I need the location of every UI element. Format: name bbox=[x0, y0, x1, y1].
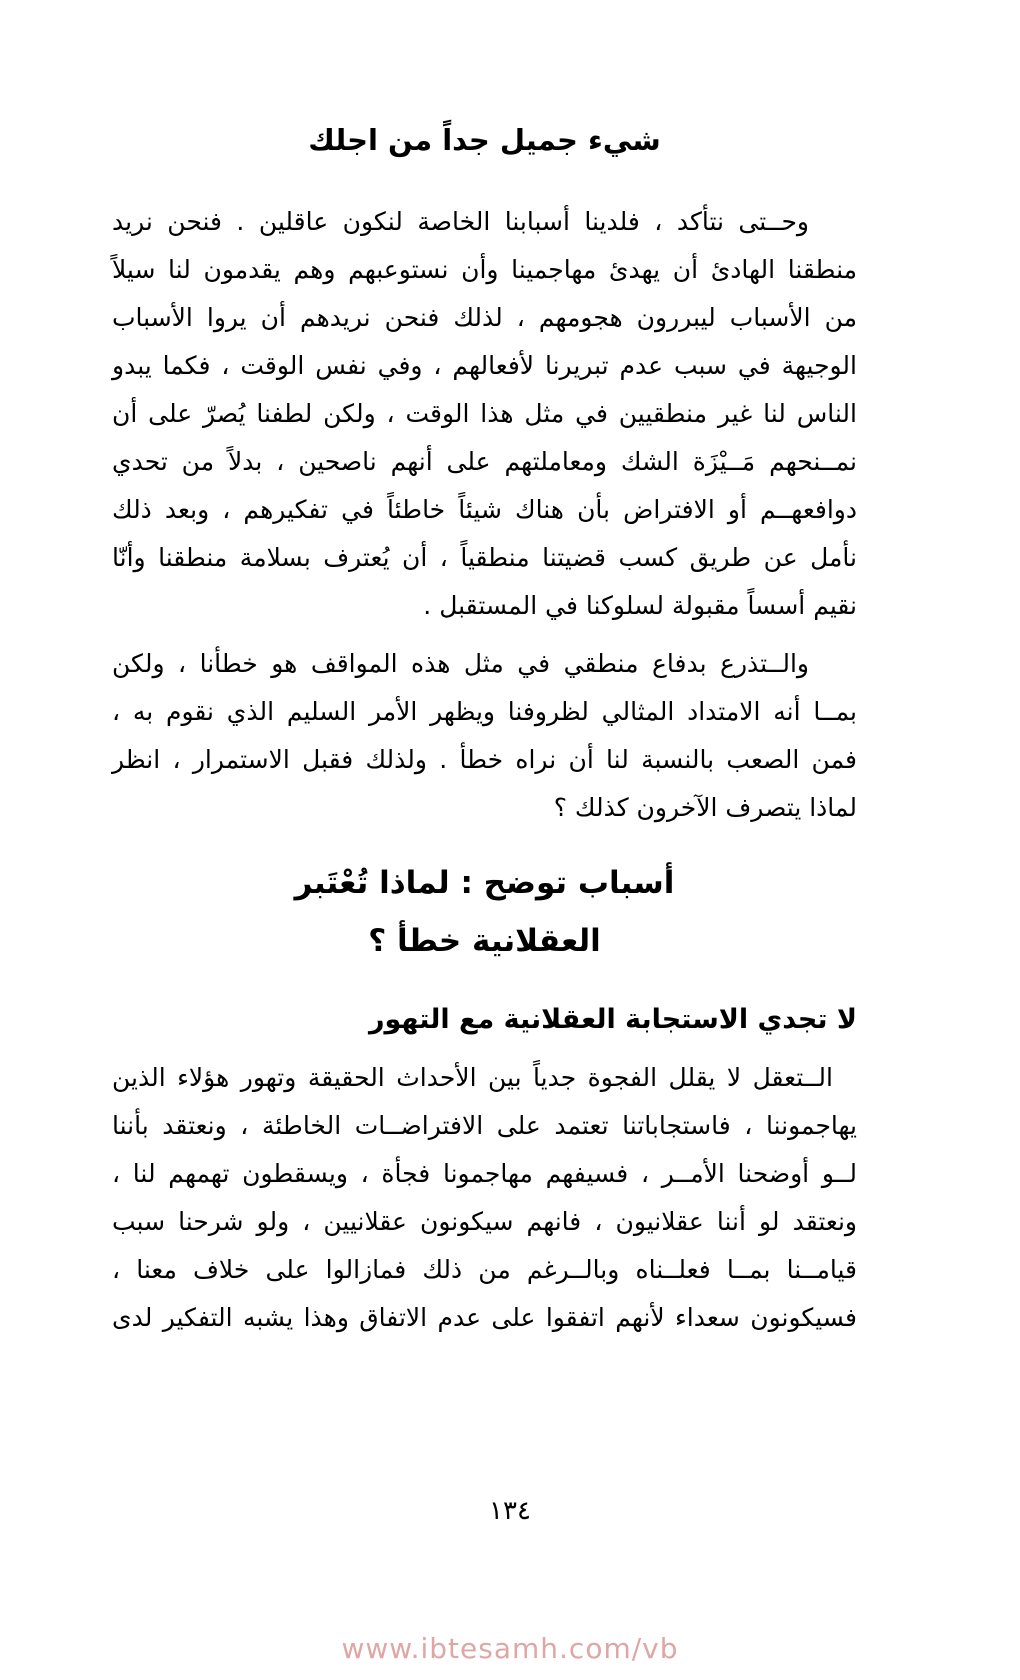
text-line: يهاجموننا ، فاستجاباتنا تعتمد على الافتراضــات الخاطئة ، ونعتقد بأننا bbox=[112, 1111, 857, 1140]
text-line: فسيكونون سعداء لأنهم اتفقوا على عدم الاتفاق وهذا يشبه التفكير لدى bbox=[112, 1303, 857, 1332]
section-heading bbox=[112, 854, 857, 970]
text-line: وحــتى نتأكد ، فلدينا أسبابنا الخاصة لنكون عاقلين . فنحن نريد bbox=[112, 207, 809, 236]
watermark-url: www.ibtesamh.com/vb bbox=[341, 1632, 679, 1665]
text-line: منطقنا الهادئ أن يهدئ مهاجمينا وأن نستوعبهم وهم يقدمون لنا سيلاً bbox=[112, 255, 857, 284]
section-subheading: لا تجدي الاستجابة العقلانية مع التهور bbox=[368, 1004, 857, 1035]
text-line: الــتعقل لا يقلل الفجوة جدياً بين الأحداث الحقيقة وتهور هؤلاء الذين bbox=[112, 1063, 833, 1092]
paragraph-3 bbox=[112, 1054, 857, 1342]
text-line: قيامــنا بمــا فعلــناه وبالــرغم من ذلك فمازالوا على خلاف معنا ، bbox=[112, 1255, 857, 1284]
section-heading-line-1: أسباب توضح : لماذا تُعْتَبر bbox=[294, 865, 675, 901]
text-line: والــتذرع بدفاع منطقي في مثل هذه المواقف هو خطأنا ، ولكن bbox=[112, 649, 809, 678]
text-line: لــو أوضحنا الأمــر ، فسيفهم مهاجمونا فجأة ، ويسقطون تهمهم لنا ، bbox=[112, 1159, 857, 1188]
text-line: دوافعهــم أو الافتراض بأن هناك شيئاً خاطئاً في تفكيرهم ، وبعد ذلك bbox=[112, 495, 857, 524]
text-line: ونعتقد لو أننا عقلانيون ، فانهم سيكونون عقلانيين ، ولو شرحنا سبب bbox=[112, 1207, 857, 1236]
text-line: فمن الصعب بالنسبة لنا أن نراه خطأ . ولذلك فقبل الاستمرار ، انظر bbox=[112, 745, 857, 774]
section-heading-line-2: العقلانية خطأ ؟ bbox=[368, 923, 601, 959]
text-line: الناس لنا غير منطقيين في مثل هذا الوقت ، ولكن لطفنا يُصرّ على أن bbox=[112, 399, 857, 428]
text-line: الوجيهة في سبب عدم تبريرنا لأفعالهم ، وفي نفس الوقت ، فكما يبدو bbox=[112, 351, 857, 380]
text-line: بمــا أنه الامتداد المثالي لظروفنا ويظهر الأمر السليم الذي نقوم به ، bbox=[112, 697, 857, 726]
page-number: ١٣٤ bbox=[489, 1496, 531, 1526]
text-block bbox=[112, 0, 857, 1342]
paragraph-2 bbox=[112, 640, 857, 832]
text-line: من الأسباب ليبررون هجومهم ، لذلك فنحن نريدهم أن يروا الأسباب bbox=[112, 303, 857, 332]
text-line: نأمل عن طريق كسب قضيتنا منطقياً ، أن يُعترف بسلامة منطقنا وأنّا bbox=[112, 543, 857, 572]
text-line: نمــنحهم مَــيْزَة الشك ومعاملتهم على أنهم ناصحين ، بدلاً من تحدي bbox=[112, 447, 857, 476]
text-line: لماذا يتصرف الآخرون كذلك ؟ bbox=[553, 793, 857, 822]
page-title: شيء جميل جداً من اجلك bbox=[308, 123, 661, 157]
paragraph-1 bbox=[112, 198, 857, 630]
text-line: نقيم أسساً مقبولة لسلوكنا في المستقبل . bbox=[423, 591, 857, 620]
